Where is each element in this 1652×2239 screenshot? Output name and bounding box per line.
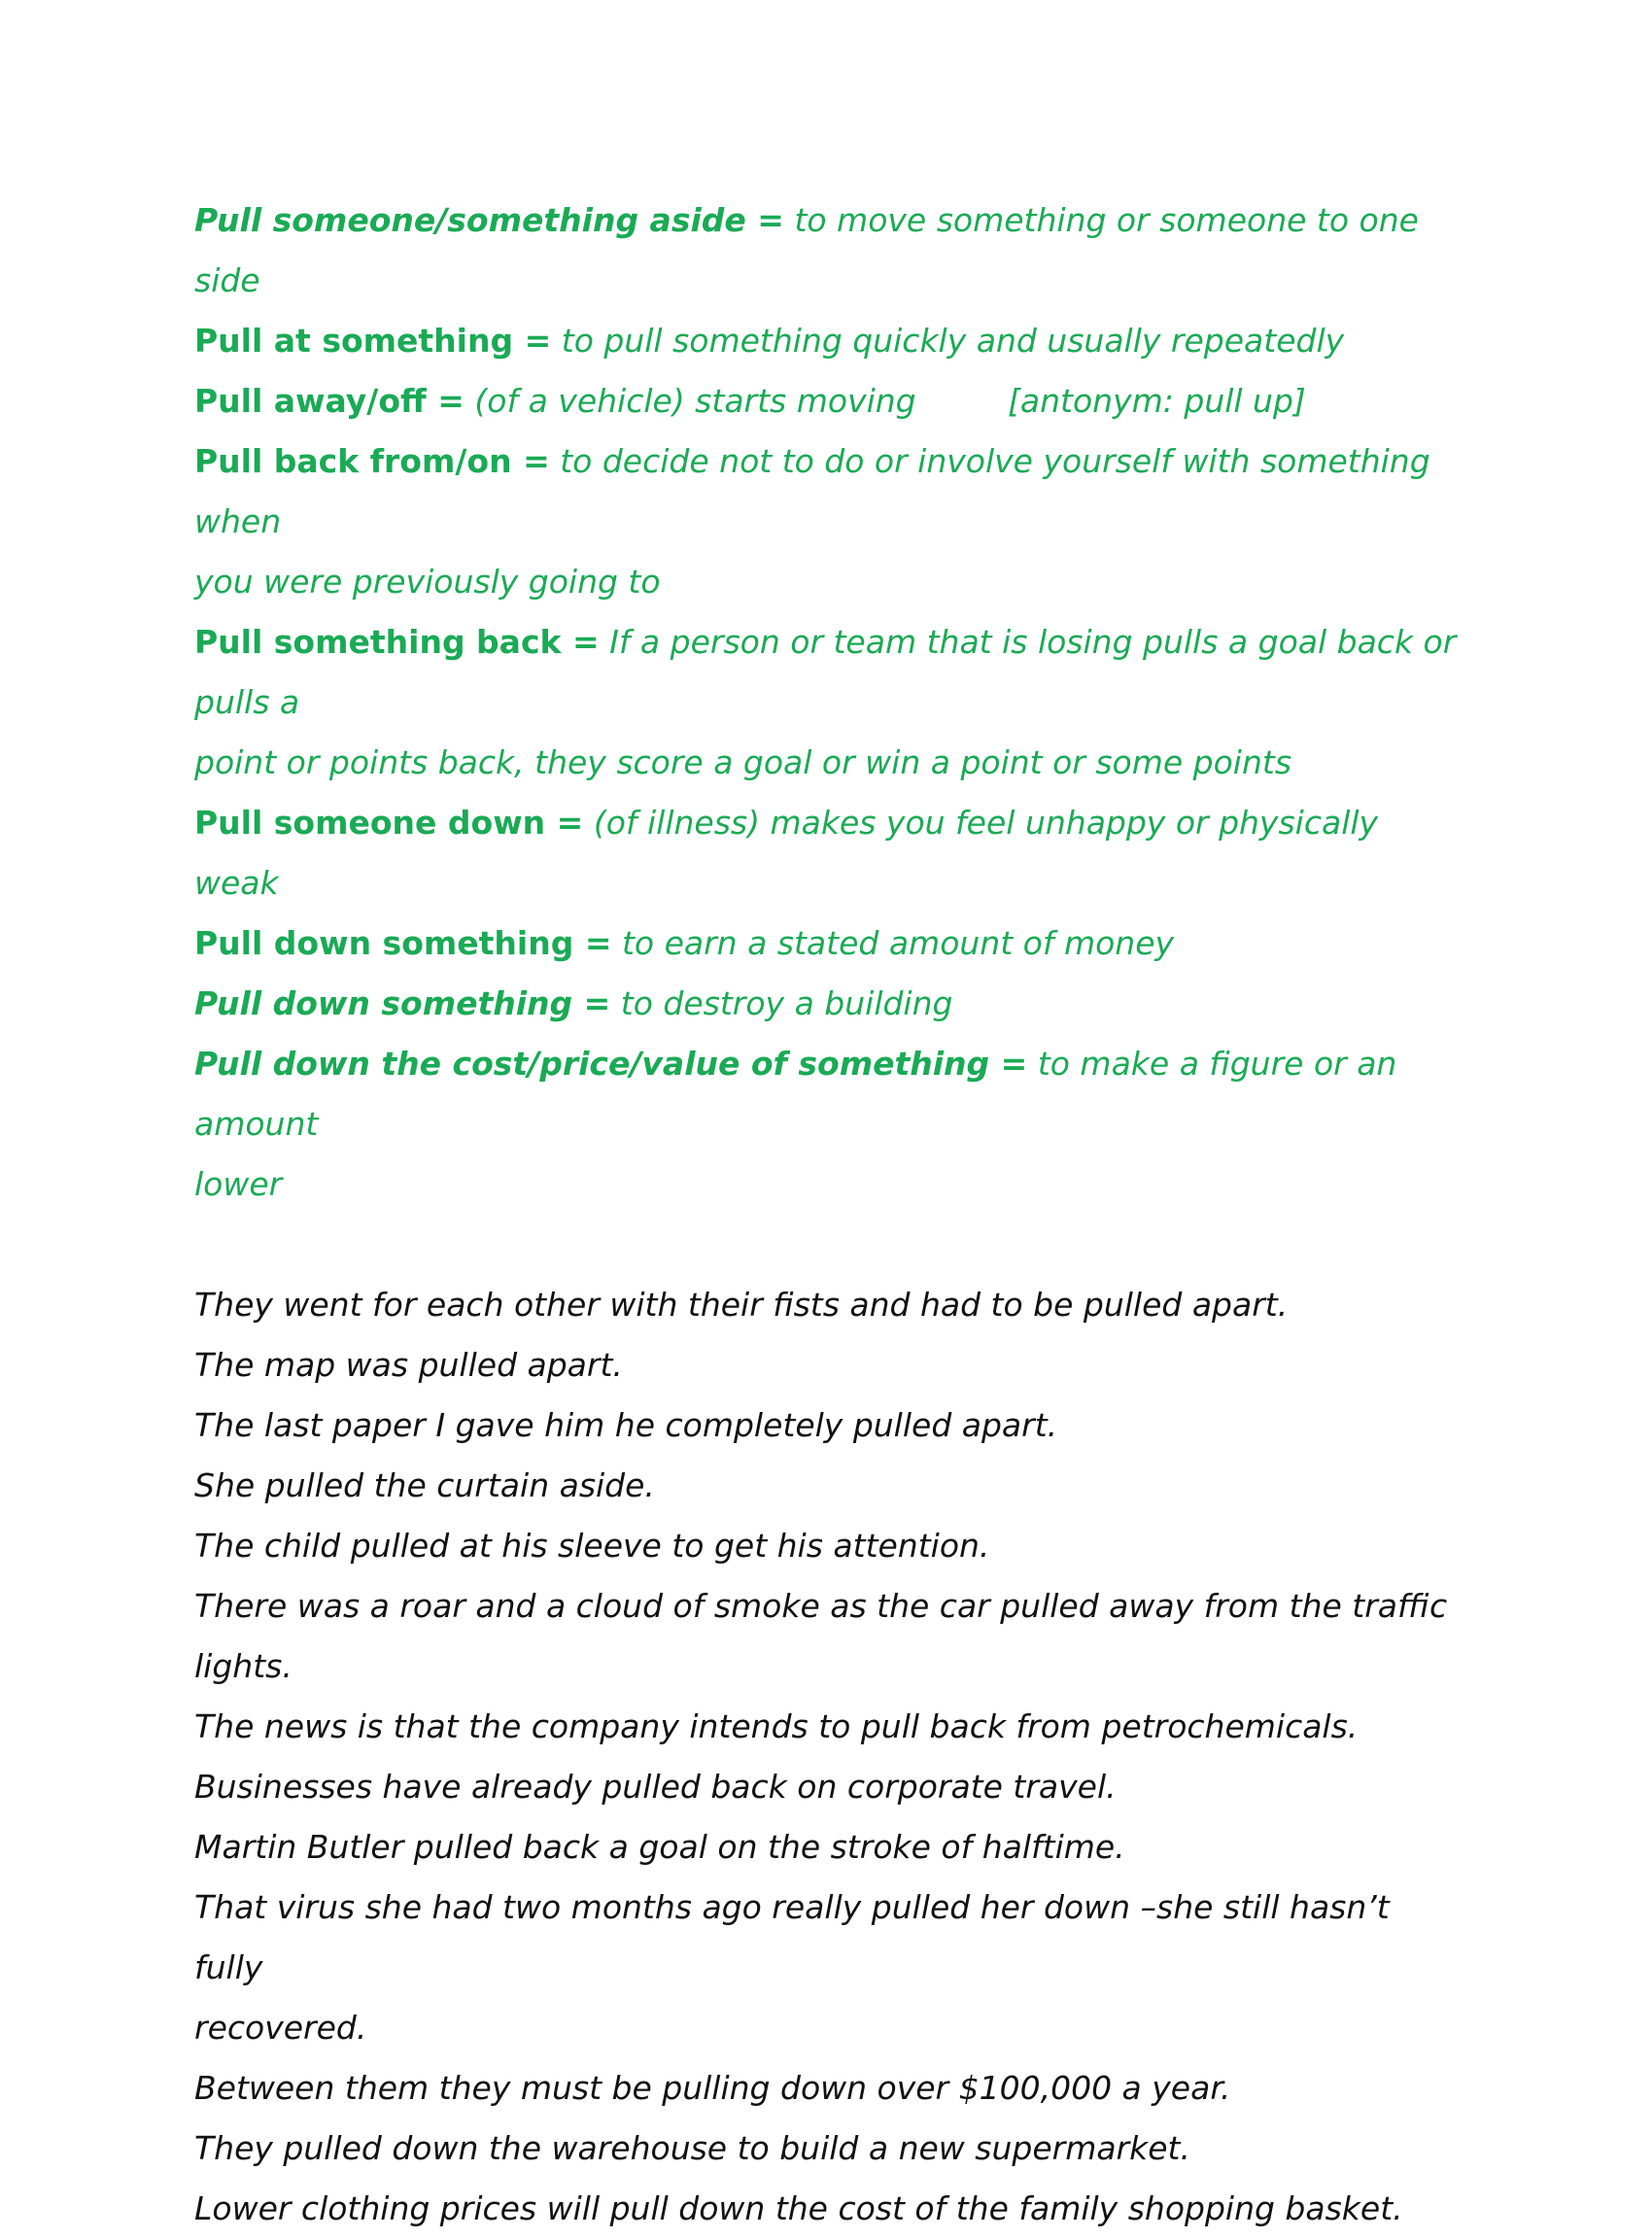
- example-sentence: Lower clothing prices will pull down the cost of the family shopping basket.: [194, 2189, 1403, 2227]
- definition-term: Pull down something =: [194, 984, 611, 1022]
- section-gap: [194, 1215, 1458, 1275]
- definition-term: Pull at something =: [194, 322, 552, 360]
- definition-line: [194, 913, 1458, 974]
- definition-line: [194, 311, 1458, 371]
- example-sentence: That virus she had two months ago really pulled her down –she still hasn’t fully: [194, 1888, 1390, 1986]
- definition-meaning: to destroy a building: [620, 984, 953, 1022]
- definition-term: Pull away/off =: [194, 382, 465, 420]
- example-sentence: There was a roar and a cloud of smoke as the car pulled away from the traffic: [194, 1587, 1448, 1625]
- example-sentence: recovered.: [194, 2009, 367, 2047]
- example-sentence: lights.: [194, 1647, 293, 1685]
- example-sentence: The news is that the company intends to pull back from petrochemicals.: [194, 1707, 1359, 1745]
- definition-line: [194, 371, 1458, 431]
- definition-term: Pull back from/on =: [194, 442, 550, 480]
- definition-term: Pull something back =: [194, 623, 600, 661]
- definition-meaning: you were previously going to: [194, 563, 661, 601]
- document-body: [194, 190, 1466, 2239]
- example-sentence: The child pulled at his sleeve to get his attention.: [194, 1527, 990, 1565]
- examples-list: [194, 1275, 1458, 2239]
- example-sentence: She pulled the curtain aside.: [194, 1466, 655, 1504]
- definition-meaning: to move something or someone to one side: [194, 201, 1429, 299]
- definition-meaning: (of illness) makes you feel unhappy or physically weak: [194, 804, 1389, 902]
- definition-line: [194, 974, 1458, 1034]
- definition-line: [194, 612, 1466, 733]
- definition-term: Pull down something =: [194, 924, 612, 962]
- definitions-list: [194, 190, 1466, 1215]
- definition-line: [194, 431, 1458, 552]
- definition-meaning: lower: [194, 1165, 283, 1203]
- example-sentence: Martin Butler pulled back a goal on the stroke of halftime.: [194, 1828, 1125, 1866]
- definition-line: [194, 190, 1458, 311]
- definition-meaning: point or points back, they score a goal or win a point or some points: [194, 743, 1292, 781]
- definition-line: [194, 1034, 1458, 1154]
- example-sentence: The last paper I gave him he completely pulled apart.: [194, 1406, 1058, 1444]
- example-sentence: Businesses have already pulled back on corporate travel.: [194, 1768, 1117, 1806]
- definition-meaning: to decide not to do or involve yourself with something when: [194, 442, 1441, 540]
- definition-term: Pull someone down =: [194, 804, 584, 842]
- definition-line: [194, 552, 1458, 612]
- definition-meaning: to pull something quickly and usually repeatedly: [561, 322, 1345, 360]
- definition-term: Pull someone/something aside =: [194, 201, 784, 239]
- example-sentence: They went for each other with their fists and had to be pulled apart.: [194, 1286, 1289, 1324]
- definition-meaning: If a person or team that is losing pulls a goal back or pulls a: [194, 623, 1466, 721]
- example-sentence: The map was pulled apart.: [194, 1346, 623, 1384]
- example-sentence: Between them they must be pulling down over $100,000 a year.: [194, 2069, 1231, 2107]
- example-sentence: They pulled down the warehouse to build a new supermarket.: [194, 2129, 1190, 2167]
- definition-line: [194, 1154, 1458, 1215]
- definition-line: [194, 733, 1458, 793]
- definition-meaning: to make a figure or an amount: [194, 1045, 1407, 1143]
- definition-line: [194, 793, 1458, 913]
- definition-meaning: (of a vehicle) starts moving [antonym: pull up]: [474, 382, 1306, 420]
- definition-meaning: to earn a stated amount of money: [621, 924, 1175, 962]
- definition-term: Pull down the cost/price/value of something =: [194, 1045, 1028, 1083]
